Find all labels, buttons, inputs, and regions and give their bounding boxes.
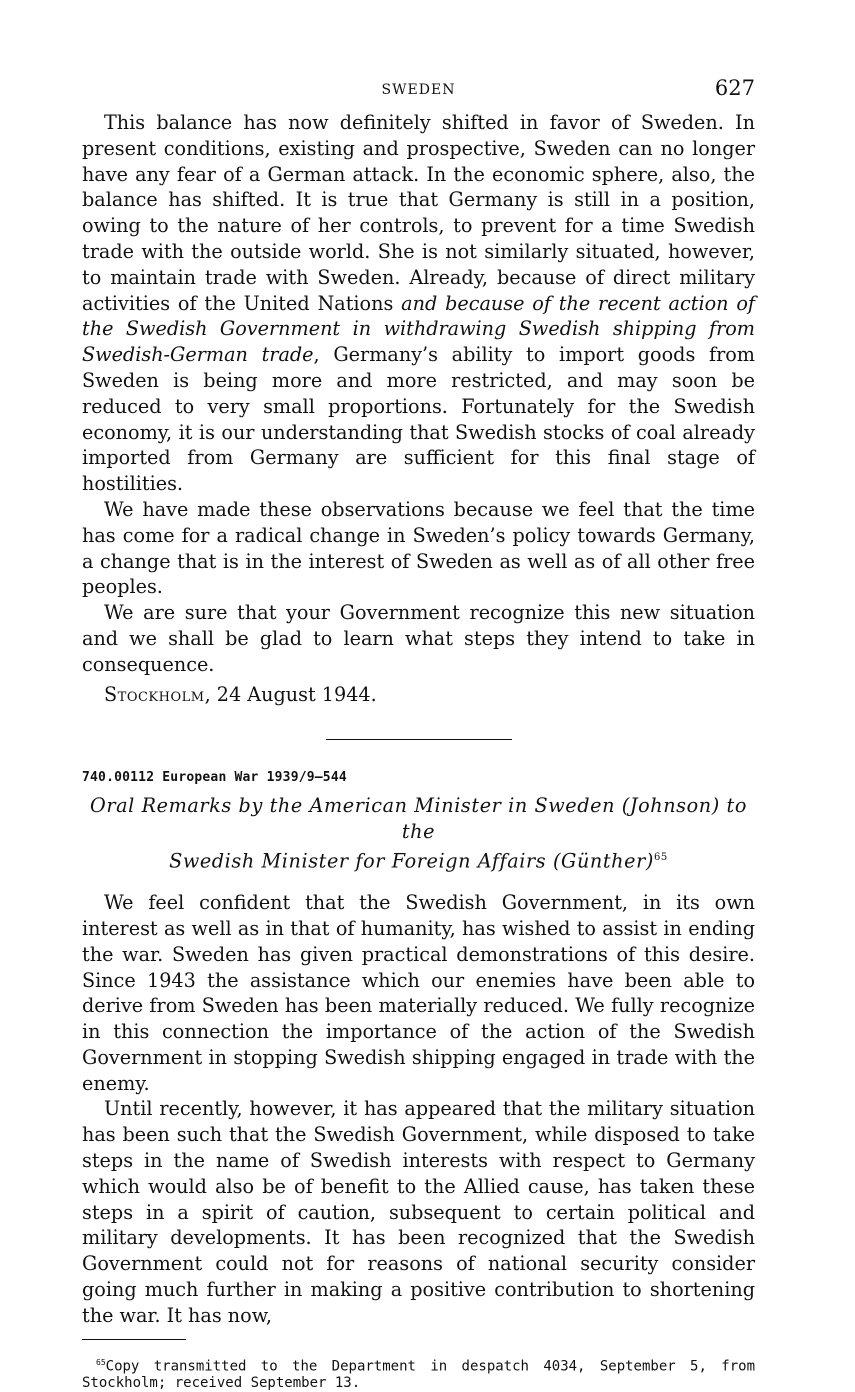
paragraph-1-text: This balance has now definitely shifted in favor of Sweden. In present conditions, existing and prospective, Sweden can no longer have any fear of a German attack. In the economic sphere, also, the balance has shifted. It is true that Germany is still in a position, owing to the nature of her controls, to prevent for a time Swedish trade with the outside world. She is not similarly situated, however, to maintain trade with Sweden. Already, because of direct military activities of the United Nations	[82, 111, 755, 315]
document-title-line-2-text: Swedish Minister for Foreign Affairs (Günther)	[169, 849, 654, 873]
footnote-text: Copy transmitted to the Department in despatch 4034, September 5, from Stockholm; received September 13.	[82, 1358, 755, 1392]
document-paragraph-1: We feel confident that the Swedish Government, in its own interest as well as in that of humanity, has wished to assist in ending the war. Sweden has given practical demonstrations of this desire. Since 1943 the assistance which our enemies have been able to derive from Sweden has been materially reduced. We fully recognize in this connection the importance of the action of the Swedish Government in stopping Swedish shipping engaged in trade with the enemy.	[82, 891, 755, 1095]
page-number: 627	[714, 76, 755, 100]
document-paragraph-2: Until recently, however, it has appeared that the military situation has been such that the Swedish Government, while disposed to take steps in the name of Swedish interests with respect to Germany which would also be of benefit to the Allied cause, has taken these steps in a spirit of caution, subsequent to certain political and military developments. It has been recognized that the Swedish Government could not for reasons of national security consider going much further in making a positive contribution to shortening the war. It has now,	[82, 1097, 755, 1327]
dateline-place: Stockholm	[104, 682, 205, 706]
document-title	[82, 793, 755, 874]
document-title-line-1: Oral Remarks by the American Minister in Sweden (Johnson) to the	[90, 794, 747, 844]
dateline	[82, 682, 755, 708]
section-divider	[326, 739, 512, 740]
document-title-line-2	[82, 845, 755, 874]
file-number: 740.00112 European War 1939/9–544	[82, 770, 347, 786]
body-paragraph-2: We have made these observations because we feel that the time has come for a radical change in Sweden’s policy towards Germany, a change that is in the interest of Sweden as well as of all other free peoples.	[82, 497, 755, 599]
paragraph-1-text-end: , Germany’s ability to import goods from Sweden is being more and more restricted, and may soon be reduced to very small proportions. Fortunately for the Swedish economy, it is our understanding that Swedish stocks of coal already imported from Germany are sufficient for this final stage of hostilities.	[82, 343, 756, 496]
body-paragraph-3: We are sure that your Government recognize this new situation and we shall be glad to learn what steps they intend to take in consequence.	[82, 601, 755, 676]
running-head: SWEDEN	[381, 82, 456, 98]
dateline-date: , 24 August 1944.	[204, 682, 377, 706]
footnote-number: 65	[96, 1357, 106, 1367]
footnote-reference: 65	[653, 851, 668, 863]
footnote	[82, 1354, 755, 1392]
footnote-rule	[82, 1339, 186, 1340]
paragraph-1-italic-text: and because of the recent action of the Swedish Government in withdrawing Swedish shipping from Swedish-German trade	[82, 291, 755, 367]
body-paragraph-1	[82, 110, 755, 497]
document-page	[82, 70, 755, 1392]
page-header	[82, 70, 755, 110]
